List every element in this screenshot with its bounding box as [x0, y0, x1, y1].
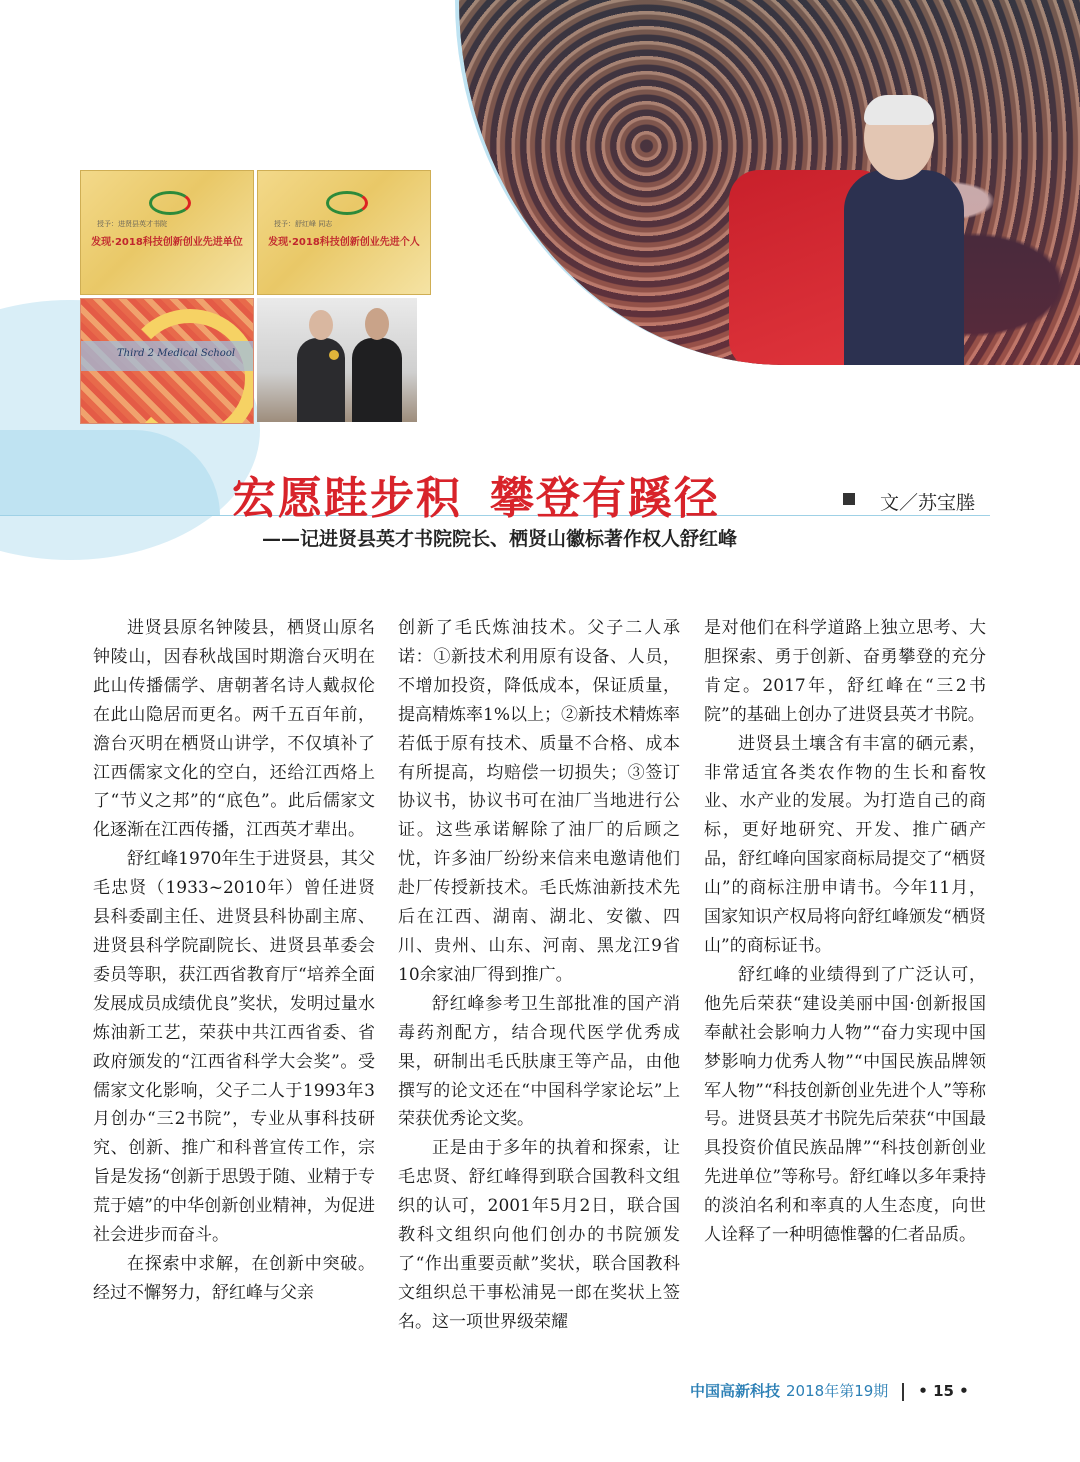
- person-left: [297, 338, 345, 422]
- issue-number: 2018年第19期: [786, 1382, 889, 1400]
- portrait-photo: [257, 298, 417, 422]
- certificate-individual-image: [257, 170, 431, 295]
- body-column-2: [398, 614, 680, 1337]
- person-left-head: [309, 310, 333, 340]
- dignitary-figure: [844, 170, 964, 365]
- person-right-head: [365, 308, 389, 340]
- certificate-title: 发现·2018科技创新创业先进单位: [91, 237, 243, 248]
- paragraph: 创新了毛氏炼油技术。父子二人承诺：①新技术利用原有设备、人员，不增加投资，降低成本，保证质量，提高精炼率1%以上；②新技术精炼率若低于原有技术、质量不合格、成本有所提高，均赔偿一切损失；③签订协议书，协议书可在油厂当地进行公证。这些承诺解除了油厂的后顾之忧，许多油厂纷纷来信来电邀请他们赴厂传授新技术。毛氏炼油新技术先后在江西、湖南、湖北、安徽、四川、贵州、山东、河南、黑龙江9省10余家油厂得到推广。: [398, 618, 680, 985]
- article-subtitle: ——记进贤县英才书院院长、栖贤山徽标著作权人舒红峰: [262, 528, 738, 550]
- corsage-icon: [329, 350, 339, 360]
- certificate-unit-image: [80, 170, 254, 295]
- body-column-3: [704, 614, 986, 1250]
- paragraph: 进贤县原名钟陵县，栖贤山原名钟陵山，因春秋战国时期澹台灭明在此山传播儒学、唐朝著名诗人戴叔伦在此山隐居而更名。两千五百年前，澹台灭明在栖贤山讲学，不仅填补了江西儒家文化的空白，还给江西烙上了“节义之邦”的“底色”。此后儒家文化逐渐在江西传播，江西英才辈出。: [93, 618, 375, 841]
- page-footer: [690, 1380, 969, 1401]
- paragraph: 是对他们在科学道路上独立思考、大胆探索、勇于创新、奋勇攀登的充分肯定。2017年，舒红峰在“三2书院”的基础上创办了进贤县英才书院。: [704, 618, 986, 725]
- title-part-2: 攀登有蹊径: [490, 473, 720, 524]
- page-number: • 15 •: [918, 1382, 969, 1400]
- paragraph: 舒红峰的业绩得到了广泛认可，他先后荣获“建设美丽中国·创新报国奉献社会影响力人物”“奋力实现中国梦影响力优秀人物”“中国民族品牌领军人物”“科技创新创业先进个人”等称号。进贤县英才书院先后荣获“中国最具投资价值民族品牌”“科技创新创业先进单位”等称号。舒红峰以多年秉持的淡泊名利和率真的人生态度，向世人诠释了一种明德惟馨的仁者品质。: [704, 964, 986, 1246]
- award-logo-icon: [326, 191, 368, 215]
- author-square-icon: [843, 493, 855, 505]
- paragraph: 进贤县土壤含有丰富的硒元素，非常适宜各类农作物的生长和畜牧业、水产业的发展。为打造自己的商标，更好地研究、开发、推广硒产品，舒红峰向国家商标局提交了“栖贤山”的商标注册申请书。今年11月，国家知识产权局将向舒红峰颁发“栖贤山”的商标证书。: [704, 733, 986, 956]
- certificate-recipient: 授予：舒红峰 同志: [274, 220, 333, 228]
- certificate-title: 发现·2018科技创新创业先进个人: [268, 237, 420, 248]
- body-column-1: [93, 614, 375, 1308]
- main-photo-crowd: [455, 0, 1080, 365]
- dignitary-hair: [864, 95, 934, 125]
- unesco-award-image: [80, 298, 254, 424]
- paragraph: 舒红峰参考卫生部批准的国产消毒药剂配方，结合现代医学优秀成果，研制出毛氏肤康王等产品，由他撰写的论文还在“中国科学家论坛”上荣获优秀论文奖。: [398, 993, 680, 1130]
- footer-separator: [902, 1383, 904, 1401]
- paragraph: 正是由于多年的执着和探索，让毛忠贤、舒红峰得到联合国教科文组织的认可，2001年5月2日，联合国教科文组织向他们创办的书院颁发了“作出重要贡献”奖状，联合国教科文组织总干事松浦晃一郎在奖状上签名。这一项世界级荣耀: [398, 1138, 680, 1332]
- person-right: [352, 338, 402, 422]
- paragraph: 在探索中求解，在创新中突破。经过不懈努力，舒红峰与父亲: [93, 1253, 375, 1303]
- certificate-recipient: 授予：进贤县英才书院: [97, 220, 167, 228]
- award-logo-icon: [149, 191, 191, 215]
- article-title: [232, 462, 720, 526]
- paragraph: 舒红峰1970年生于进贤县，其父毛忠贤（1933~2010年）曾任进贤县科委副主任、进贤县科协副主席、进贤县科学院副院长、进贤县革委会委员等职，获江西省教育厅“培养全面发展成员成绩优良”奖状，发明过量水炼油新工艺，荣获中共江西省委、省政府颁发的“江西省科学大会奖”。受儒家文化影响，父子二人于1993年3月创办“三2书院”，专业从事科技研究、创新、推广和科普宣传工作，宗旨是发扬“创新于思毁于随、业精于专荒于嬉”的中华创新创业精神，为促进社会进步而奋斗。: [93, 849, 375, 1246]
- award-label: Third 2 Medical School: [117, 348, 236, 359]
- author-byline: 文／苏宝塍: [880, 492, 976, 514]
- magazine-name: 中国高新科技: [690, 1382, 781, 1400]
- title-part-1: 宏愿跬步积: [232, 473, 462, 524]
